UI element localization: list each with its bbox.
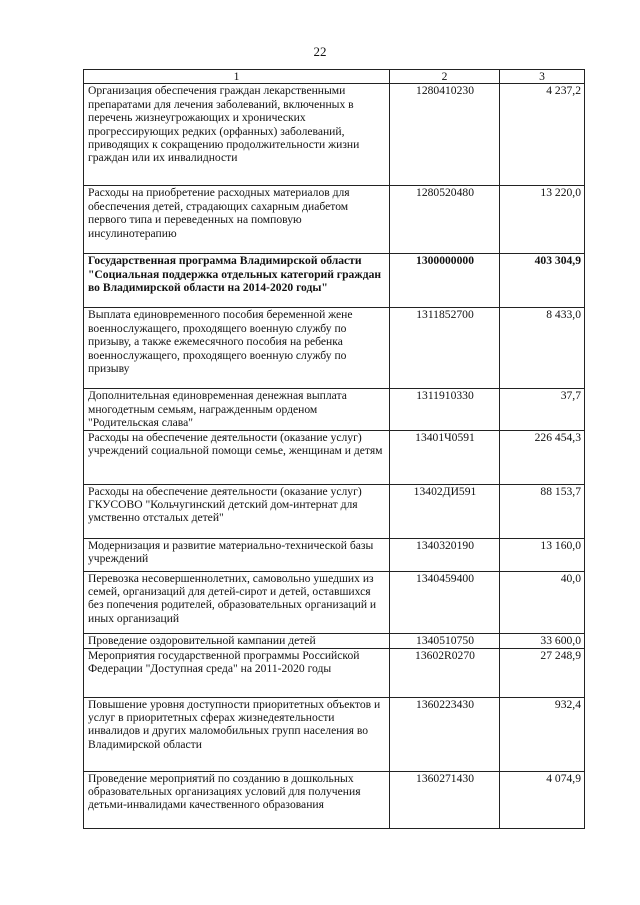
expense-amount-cell: 33 600,0 xyxy=(500,633,585,648)
expense-amount-cell: 932,4 xyxy=(500,697,585,771)
expense-amount-cell: 4 074,9 xyxy=(500,771,585,828)
expense-amount-cell: 13 220,0 xyxy=(500,186,585,254)
expense-code-cell: 13401Ч0591 xyxy=(390,430,500,484)
column-header-2: 2 xyxy=(390,70,500,84)
expense-name-cell: Дополнительная единовременная денежная выплата многодетным семьям, награжденным орденом "Родительская слава" xyxy=(84,389,390,430)
expense-amount-cell: 4 237,2 xyxy=(500,84,585,186)
table-row xyxy=(84,84,585,186)
table-row xyxy=(84,697,585,771)
expense-code-cell: 1340459400 xyxy=(390,571,500,633)
expense-amount-cell: 13 160,0 xyxy=(500,538,585,571)
expense-code-cell: 1311910330 xyxy=(390,389,500,430)
expense-name-cell: Проведение оздоровительной кампании детей xyxy=(84,633,390,648)
expense-amount-cell: 37,7 xyxy=(500,389,585,430)
table-row xyxy=(84,186,585,254)
table-row xyxy=(84,308,585,389)
expense-name-cell: Повышение уровня доступности приоритетных объектов и услуг в приоритетных сферах жизнедеятельности инвалидов и других маломобильных групп населения во Владимирской области xyxy=(84,697,390,771)
expense-name-cell: Государственная программа Владимирской области "Социальная поддержка отдельных категорий граждан во Владимирской области на 2014-2020 годы" xyxy=(84,254,390,308)
table-row xyxy=(84,538,585,571)
expense-code-cell: 13402ДИ591 xyxy=(390,484,500,538)
expense-name-cell: Расходы на обеспечение деятельности (оказание услуг) ГКУСОВО "Кольчугинский детский дом-интернат для умственно отсталых детей" xyxy=(84,484,390,538)
column-header-3: 3 xyxy=(500,70,585,84)
expense-name-cell: Перевозка несовершеннолетних, самовольно ушедших из семей, организаций для детей-сирот и детей, оставшихся без попечения родителей, образовательных организаций и иных организаций xyxy=(84,571,390,633)
expense-code-cell: 1300000000 xyxy=(390,254,500,308)
expense-code-cell: 1311852700 xyxy=(390,308,500,389)
page-number: 22 xyxy=(313,44,327,59)
expense-name-cell: Расходы на обеспечение деятельности (оказание услуг) учреждений социальной помощи семье, женщинам и детям xyxy=(84,430,390,484)
table-row xyxy=(84,389,585,430)
expense-code-cell: 1340510750 xyxy=(390,633,500,648)
expense-name-cell: Проведение мероприятий по созданию в дошкольных образовательных организациях условий для получения детьми-инвалидами качественного образования xyxy=(84,771,390,828)
expense-name-cell: Выплата единовременного пособия беременной жене военнослужащего, проходящего военную службу по призыву, а также ежемесячного пособия на ребенка военнослужащего, проходящего военную службу по призыву xyxy=(84,308,390,389)
expense-amount-cell: 226 454,3 xyxy=(500,430,585,484)
column-header-1: 1 xyxy=(84,70,390,84)
expense-code-cell: 1360223430 xyxy=(390,697,500,771)
table-header-row xyxy=(84,70,585,84)
expense-code-cell: 13602R0270 xyxy=(390,648,500,697)
table-row xyxy=(84,571,585,633)
expense-name-cell: Мероприятия государственной программы Российской Федерации "Доступная среда" на 2011-2020 годы xyxy=(84,648,390,697)
expense-amount-cell: 88 153,7 xyxy=(500,484,585,538)
expense-amount-cell: 403 304,9 xyxy=(500,254,585,308)
table-row xyxy=(84,254,585,308)
expense-name-cell: Расходы на приобретение расходных материалов для обеспечения детей, страдающих сахарным диабетом первого типа и переведенных на помповую инсулинотерапию xyxy=(84,186,390,254)
expense-name-cell: Организация обеспечения граждан лекарственными препаратами для лечения заболеваний, включенных в перечень жизнеугрожающих и хронических прогрессирующих редких (орфанных) заболеваний, приводящих к сокращению продолжительности жизни граждан или их инвалидности xyxy=(84,84,390,186)
budget-table xyxy=(83,69,585,829)
table-row xyxy=(84,633,585,648)
table-row xyxy=(84,771,585,828)
table-row xyxy=(84,430,585,484)
expense-name-cell: Модернизация и развитие материально-технической базы учреждений xyxy=(84,538,390,571)
table-row xyxy=(84,648,585,697)
expense-code-cell: 1280520480 xyxy=(390,186,500,254)
expense-code-cell: 1280410230 xyxy=(390,84,500,186)
table-body xyxy=(84,84,585,828)
expense-code-cell: 1360271430 xyxy=(390,771,500,828)
table-row xyxy=(84,484,585,538)
expense-amount-cell: 8 433,0 xyxy=(500,308,585,389)
expense-amount-cell: 27 248,9 xyxy=(500,648,585,697)
expense-code-cell: 1340320190 xyxy=(390,538,500,571)
expense-amount-cell: 40,0 xyxy=(500,571,585,633)
